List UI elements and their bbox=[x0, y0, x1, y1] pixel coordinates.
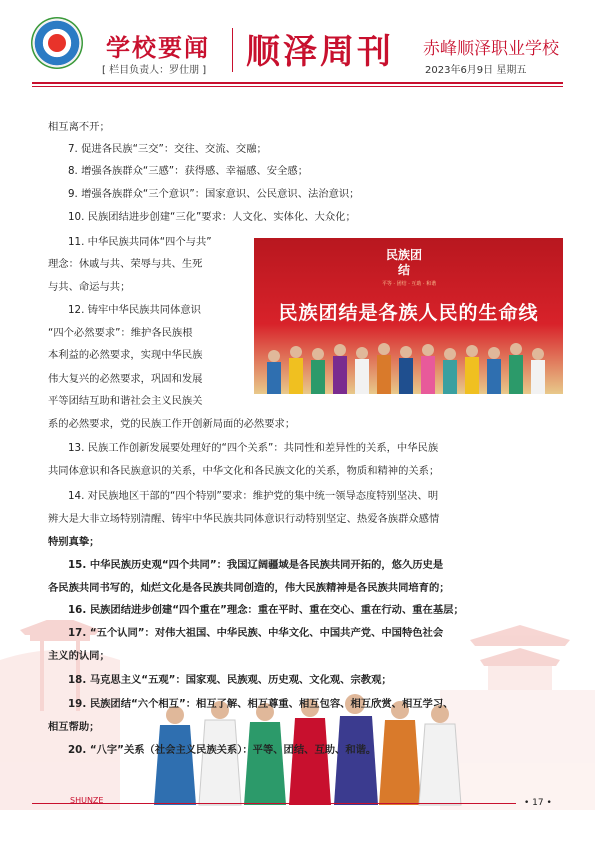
text-line: 16. 民族团结进步创建“四个重在”理念：重在平时、重在交心、重在行动、重在基层； bbox=[68, 604, 464, 616]
text-line: 相互帮助； bbox=[48, 721, 100, 733]
text-line: 系的必然要求，党的民族工作开创新局面的必然要求； bbox=[48, 418, 296, 430]
header-rule bbox=[32, 82, 563, 84]
text-line: 11. 中华民族共同体“四个与共” bbox=[68, 236, 212, 248]
banner-small-title: 民族团结 bbox=[386, 248, 423, 277]
unity-banner-image bbox=[254, 238, 563, 394]
text-line: 12. 铸牢中华民族共同体意识 bbox=[68, 304, 201, 316]
masthead-title: 顺泽周刊 bbox=[246, 32, 394, 72]
text-line: 10. 民族团结进步创建“三化”要求：人文化、实体化、大众化； bbox=[68, 211, 356, 223]
text-line: 辨大是大非立场特别清醒、铸牢中华民族共同体意识行动特别坚定、热爱各族群众感情 bbox=[48, 513, 440, 525]
school-logo bbox=[31, 17, 83, 69]
section-editor: [ 栏目负责人：罗仕朋 ] bbox=[102, 65, 207, 76]
text-line: 各民族共同书写的，灿烂文化是各民族共同创造的，伟大民族精神是各民族共同培育的； bbox=[48, 582, 450, 594]
page-header bbox=[0, 0, 595, 95]
text-line: 9. 增强各族群众“三个意识”：国家意识、公民意识、法治意识； bbox=[68, 188, 360, 200]
crowd-illustration bbox=[254, 328, 563, 394]
text-line: 8. 增强各族群众“三感”：获得感、幸福感、安全感； bbox=[68, 165, 308, 177]
text-line: 19. 民族团结“六个相互”：相互了解、相互尊重、相互包容、相互欣赏、相互学习、 bbox=[68, 698, 454, 710]
text-line: 特别真挚； bbox=[48, 536, 100, 548]
header-divider bbox=[232, 28, 233, 72]
text-line: 伟大复兴的必然要求，巩固和发展 bbox=[48, 373, 203, 385]
section-title: 学校要闻 bbox=[106, 34, 210, 62]
text-line: 20. “八字”关系（社会主义民族关系）：平等、团结、互助、和谐。 bbox=[68, 744, 377, 756]
text-line: 共同体意识和各民族意识的关系，中华文化和各民族文化的关系，物质和精神的关系； bbox=[48, 465, 440, 477]
text-line: 17. “五个认同”：对伟大祖国、中华民族、中华文化、中国共产党、中国特色社会 bbox=[68, 627, 444, 639]
text-line: 本利益的必然要求，实现中华民族 bbox=[48, 349, 203, 361]
footer-brand: SHUNZE bbox=[70, 796, 104, 805]
text-line: 理念：休戚与共、荣辱与共、生死 bbox=[48, 258, 203, 270]
footer-rule bbox=[32, 803, 516, 804]
text-line: 14. 对民族地区干部的“四个特别”要求：维护党的集中统一领导态度特别坚决、明 bbox=[68, 490, 439, 502]
issue-date: 2023年6月9日 星期五 bbox=[425, 65, 527, 76]
text-line: 平等团结互助和谐社会主义民族关 bbox=[48, 395, 203, 407]
text-line: 与共、命运与共； bbox=[48, 281, 131, 293]
banner-subtitle: 平等 · 团结 · 互助 · 和谐 bbox=[381, 281, 437, 287]
text-line: 7. 促进各民族“三交”：交往、交流、交融； bbox=[68, 143, 267, 155]
banner-main-text: 民族团结是各族人民的生命线 bbox=[278, 302, 539, 324]
text-line: 18. 马克思主义“五观”：国家观、民族观、历史观、文化观、宗教观； bbox=[68, 674, 392, 686]
page-number: • 17 • bbox=[524, 798, 552, 808]
school-name: 赤峰顺泽职业学校 bbox=[423, 39, 559, 59]
text-line: “四个必然要求”：维护各民族根 bbox=[48, 327, 193, 339]
text-line: 13. 民族工作创新发展要处理好的“四个关系”：共同性和差异性的关系，中华民族 bbox=[68, 442, 439, 454]
text-line: 相互离不开； bbox=[48, 121, 110, 133]
header-rule-thin bbox=[32, 86, 563, 87]
text-line: 主义的认同； bbox=[48, 650, 110, 662]
text-line: 15. 中华民族历史观“四个共同”：我国辽阔疆域是各民族共同开拓的，悠久历史是 bbox=[68, 559, 444, 571]
